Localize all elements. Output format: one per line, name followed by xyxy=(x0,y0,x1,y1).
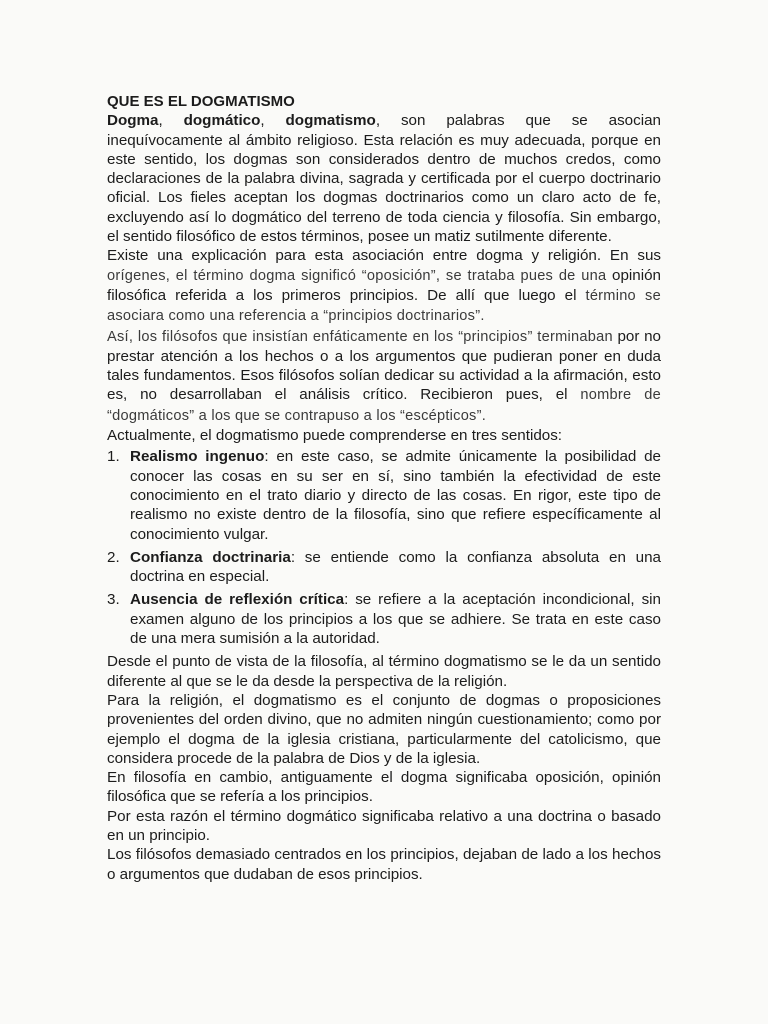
philosophers-text-b: por no prestar atención a los hechos o a los argumentos que pudieran poner en duda tales fundamentos. Esos filósofos solían dedicar su actividad a la afirmación, esto es, no desarrollaban el análisis crítico. Recibieron pues, el xyxy=(107,327,661,404)
list-text: : se refiere a la aceptación incondicional, sin examen alguno de los principios a los que se adhiere. Se trata en este caso de una mera sumisión a la autoridad. xyxy=(130,591,661,648)
intro-text: , son palabras que se asocian inequívocamente al ámbito religioso. Esta relación es muy adecuada, porque en este sentido, los dogmas son considerados dentro de muchos credos, como declaraciones de la palabra divina, sagrada y certificada por el cuerpo doctrinario oficial. Los fieles aceptan los dogmas doctrinarios como un claro acto de fe, excluyendo así lo dogmático del terreno de toda ciencia y filosofía. Sin embargo, el sentido filosófico de estos términos, posee un matiz sutilmente diferente. xyxy=(107,112,661,246)
origin-text-a: Existe una explicación para esta asociación entre dogma y religión. En sus xyxy=(107,247,661,265)
list-term: Confianza doctrinaria xyxy=(130,548,291,566)
list-text: : en este caso, se admite únicamente la posibilidad de conocer las cosas en su ser en sí, sino también la efectividad de este conocimiento en el trato diario y directo de las cosas. En rigor, este tipo de realismo no existe dentro de la filosofía, sino que refiere específicamente al conocimiento vulgar. xyxy=(130,448,661,543)
list-number: 2. xyxy=(107,548,120,566)
list-item xyxy=(107,447,661,543)
origin-text-c: opinión filosófica referida a los primeros principios. De allí que luego el xyxy=(107,266,661,304)
senses-intro: Actualmente, el dogmatismo puede comprenderse en tres sentidos: xyxy=(107,427,563,445)
origin-text-b: orígenes, el término dogma significó “oposición”, se trataba pues de una xyxy=(107,267,607,284)
separator: , xyxy=(260,112,286,130)
term-dogmatismo: dogmatismo xyxy=(285,112,376,130)
list-term: Ausencia de reflexión crítica xyxy=(130,591,345,609)
document-page xyxy=(107,92,661,884)
philosophers-text-c: nombre de “dogmáticos” a los que se contrapuso a los “escépticos”. xyxy=(107,387,661,424)
origin-paragraph xyxy=(107,246,661,326)
list-text: : se entiende como la confianza absoluta en una doctrina en especial. xyxy=(130,548,661,586)
list-item xyxy=(107,548,661,587)
term-dogma: Dogma xyxy=(107,112,159,130)
list-number: 1. xyxy=(107,448,120,466)
body-paragraph: En filosofía en cambio, antiguamente el dogma significaba oposición, opinión filosófica que se refería a los principios. xyxy=(107,769,661,806)
term-dogmatico: dogmático xyxy=(183,112,261,130)
body-paragraph: Para la religión, el dogmatismo es el conjunto de dogmas o proposiciones provenientes del orden divino, que no admiten ningún cuestionamiento; como por ejemplo el dogma de la iglesia cristiana, particularmente del catolicismo, que considera procede de la palabra de Dios y de la iglesia. xyxy=(107,691,661,767)
origin-text-d: término se asociara como una referencia a “principios doctrinarios”. xyxy=(107,287,661,325)
document-title: QUE ES EL DOGMATISMO xyxy=(107,93,295,110)
separator: , xyxy=(158,112,184,130)
list-term: Realismo ingenuo xyxy=(130,448,265,466)
list-item xyxy=(107,590,661,648)
senses-list xyxy=(107,447,661,648)
body-paragraph: Por esta razón el término dogmático significaba relativo a una doctrina o basado en un principio. xyxy=(107,807,661,844)
body-paragraph: Desde el punto de vista de la filosofía, al término dogmatismo se le da un sentido diferente al que se le da desde la perspectiva de la religión. xyxy=(107,653,661,690)
philosophers-paragraph xyxy=(107,327,661,426)
body-paragraph: Los filósofos demasiado centrados en los principios, dejaban de lado a los hechos o argumentos que dudaban de esos principios. xyxy=(107,846,661,883)
intro-paragraph xyxy=(107,111,661,246)
list-number: 3. xyxy=(107,591,120,609)
philosophers-text-a: Así, los filósofos que insistían enfáticamente en los “principios” terminaban xyxy=(107,328,613,345)
